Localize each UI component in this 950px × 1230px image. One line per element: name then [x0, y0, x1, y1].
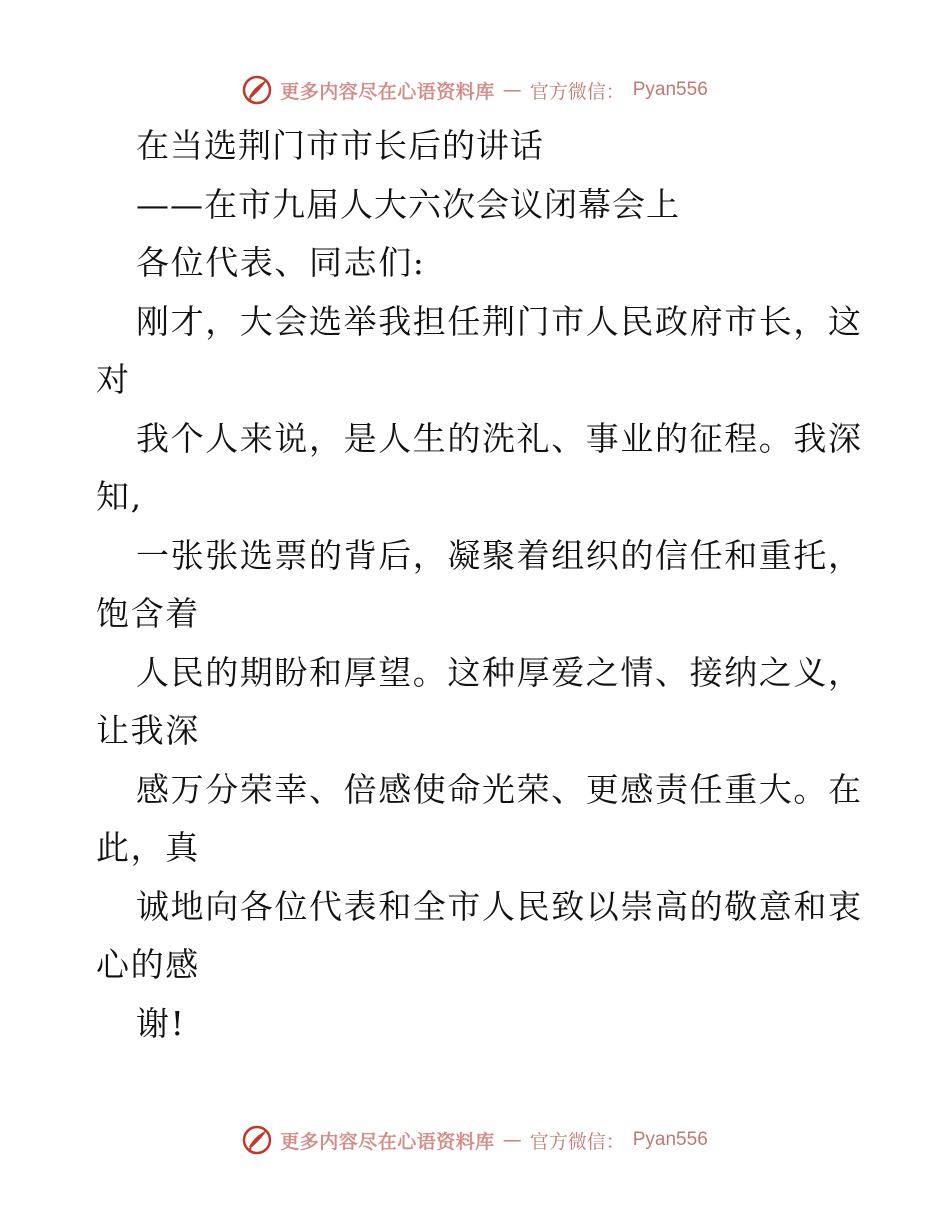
watermark-label: 官方微信： — [529, 1130, 625, 1153]
text-line: 谢! — [136, 1003, 186, 1043]
watermark-text: 更多内容尽在心语资料库 — [280, 80, 495, 103]
text-line: 对 — [96, 360, 131, 399]
watermark-label: 官方微信： — [529, 80, 625, 103]
text-line: 我个人来说，是人生的洗礼、事业的征程。我深 — [136, 418, 863, 458]
watermark-wechat-id: Pyan556 — [632, 1129, 708, 1150]
watermark-text: 更多内容尽在心语资料库 — [280, 1130, 495, 1153]
text-line: 感万分荣幸、倍感使命光荣、更感责任重大。在 — [136, 769, 863, 809]
text-line: 知, — [96, 477, 143, 516]
text-line: 诚地向各位代表和全市人民致以崇高的敬意和衷 — [136, 886, 863, 926]
document-title: 在当选荆门市市长后的讲话 — [136, 126, 544, 165]
header-watermark — [0, 70, 950, 110]
watermark-wechat-id: Pyan556 — [632, 79, 708, 100]
text-line: 心的感 — [96, 945, 200, 984]
document-subtitle: ——在市九届人大六次会议闭幕会上 — [136, 184, 680, 224]
document-body — [96, 117, 863, 1053]
watermark-separator: — — [502, 1129, 522, 1151]
text-line: 饱含着 — [96, 594, 200, 633]
text-line: 让我深 — [96, 711, 200, 750]
text-line: 此，真 — [96, 828, 200, 867]
salutation: 各位代表、同志们: — [136, 243, 426, 282]
text-line: 刚才，大会选举我担任荆门市人民政府市长，这 — [136, 301, 863, 341]
quill-logo-icon — [242, 1125, 272, 1155]
footer-watermark — [0, 1120, 950, 1160]
watermark-separator: — — [502, 79, 522, 101]
text-line: 人民的期盼和厚望。这种厚爱之情、接纳之义， — [136, 652, 863, 692]
text-line: 一张张选票的背后，凝聚着组织的信任和重托， — [136, 535, 863, 575]
quill-logo-icon — [242, 75, 272, 105]
